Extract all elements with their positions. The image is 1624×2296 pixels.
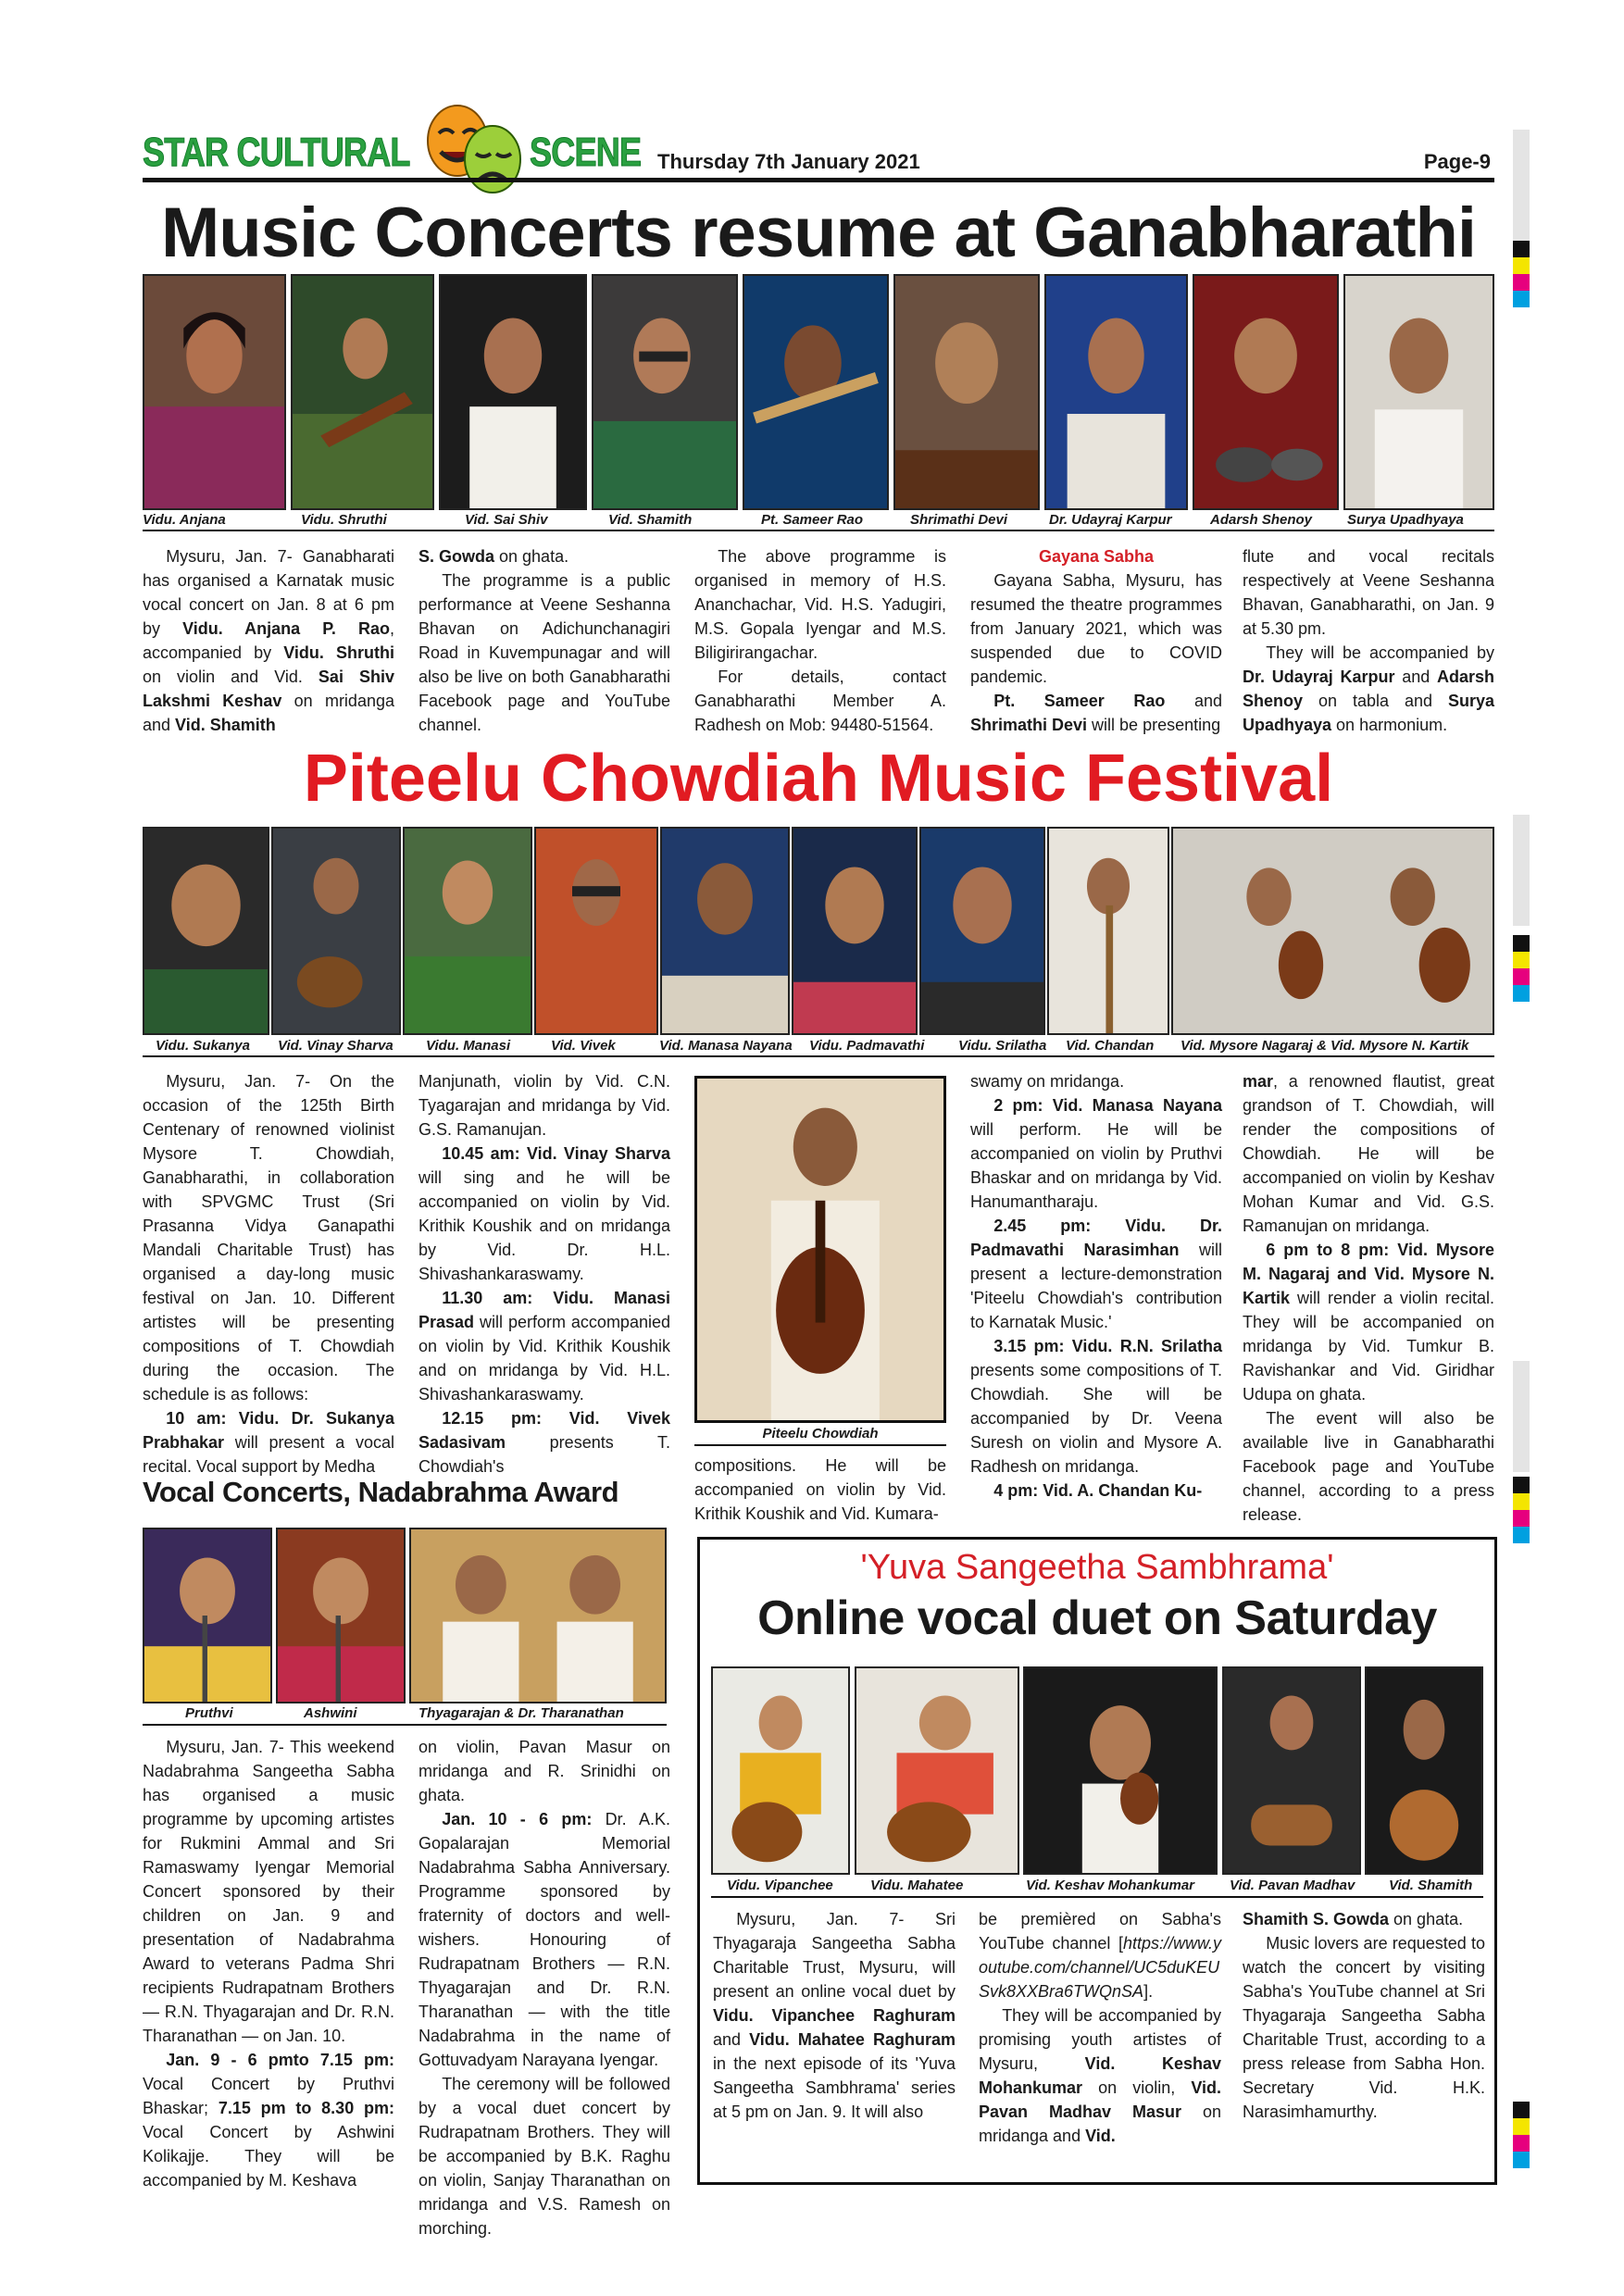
caption: Dr. Udayraj Karpur <box>1049 512 1172 528</box>
caption: Pruthvi <box>185 1705 233 1721</box>
caption: Ashwini <box>304 1705 357 1721</box>
article4-col2: be premièred on Sabha's YouTube channel [https://www.youtube.com/channel/UC5duKEUSvk8XXBra6TWQnSA]. They will be accompanied by promising youth artistes of Mysuru, Vid. Keshav Mohankumar on violin, Vid. Pavan Madhav Masur on mridanga and Vid. <box>979 1910 1222 2145</box>
registration-bar-mid <box>1513 815 1530 926</box>
photo-adarsh-shenoy <box>1193 274 1339 510</box>
article1-col4: Gayana Sabha Gayana Sabha, Mysuru, has resumed the theatre programmes from January 2021, which was suspended due to COVID pandemic. Pt. Sameer Rao and Shrimathi Devi will be presenting <box>970 544 1222 737</box>
headline-music-concerts: Music Concerts resume at Ganabharathi <box>160 193 1477 272</box>
article2-col4: swamy on mridanga. 2 pm: Vid. Manasa Nayana will perform. He will be accompanied on violin by Pruthvi Bhaskar and on mridanga by Vid. Hanumantharaju. 2.45 pm: Vidu. Dr. Padmavathi Narasimhan will present a lecture-demonstration 'Piteelu Chowdiah's contribution to Karnatak Music.' 3.15 pm: Vidu. R.N. Srilatha presents some compositions of T. Chowdiah. She will be accompanied by Dr. Veena Suresh on violin and Mysore A. Radhesh on mridanga. 4 pm: Vid. A. Chandan Ku- <box>970 1072 1222 1500</box>
photo-thyagarajan-tharanathan <box>409 1528 667 1703</box>
caption: Vidu. Anjana <box>143 512 226 528</box>
caption: Vidu. Srilatha <box>958 1038 1047 1054</box>
article3-col1: Mysuru, Jan. 7- This weekend Nadabrahma Sangeetha Sabha has organised a music programme by upcoming artistes for Rukmini Ammal and Sri Ramaswamy Iyengar Memorial Concert sponsored by their children on Jan. 9 and presentation of Nadabrahma Award to veterans Padma Shri recipients Rudrapatnam Brothers — R.N. Thyagarajan and Dr. R.N. Tharanathan — on Jan. 10. Jan. 9 - 6 pmto 7.15 pm: Vocal Concert by Pruthvi Bhaskar; 7.15 pm to 8.30 pm: Vocal Concert by Ashwini Kolikajje. They will be accompanied by M. Keshava <box>143 1738 394 2190</box>
photo-vinay-sharva <box>271 827 401 1035</box>
yuva-sangeetha-title: 'Yuva Sangeetha Sambhrama' <box>860 1548 1334 1587</box>
caption: Vid. Mysore Nagaraj & Vid. Mysore N. Kartik <box>1181 1038 1469 1054</box>
caption-rule-2 <box>143 1055 1494 1057</box>
issue-date: Thursday 7th January 2021 <box>657 150 920 173</box>
caption: Pt. Sameer Rao <box>761 512 864 528</box>
photo-sukanya <box>143 827 269 1035</box>
article3-col2: on violin, Pavan Masur on mridanga and R. Srinidhi on ghata. Jan. 10 - 6 pm: Dr. A.K. Gopalarajan Memorial Nadabrahma Sabha Anniversary. Programme sponsored by fraternity of doctors and well-wishers. Honouring of Rudrapatnam Brothers — R.N. Thyagarajan and Dr. R.N. Tharanathan — with the title Nadabrahma in the name of Gottuvadyam Narayana Iyengar. The ceremony will be followed by a vocal duet concert by Rudrapatnam Brothers. They will be accompanied by B.K. Raghu on violin, Sanjay Tharanathan on mridanga and V.S. Ramesh on morching. <box>418 1738 670 2238</box>
photo-srilatha <box>919 827 1045 1035</box>
article2-col3: compositions. He will be accompanied on violin by Vid. Krithik Koushik and Vid. Kumara- <box>694 1456 946 1523</box>
photo-surya-upadhyaya <box>1343 274 1494 510</box>
caption: Vid. Vivek <box>551 1038 616 1054</box>
article2-col5: mar, a renowned flautist, great grandson of T. Chowdiah, will render the compositions of Chowdiah. He will be accompanied on violin by Keshav Mohan Kumar and Vid. G.S. Ramanujan on mridanga. 6 pm to 8 pm: Vid. Mysore M. Nagaraj and Vid. Mysore N. Kartik will render a violin recital. They will be accompanied on mridanga by Vid. Tumkur B. Ravishankar and Vid. Giridhar Udupa on ghata. The event will also be available live in Ganabharathi Facebook page and YouTube channel, according to a press release. <box>1243 1072 1494 1524</box>
registration-bar-top <box>1513 130 1530 259</box>
caption: Vid. Pavan Madhav <box>1230 1878 1355 1893</box>
registration-bar-lower <box>1513 1361 1530 1472</box>
caption: Shrimathi Devi <box>910 512 1008 528</box>
article1-col5: flute and vocal recitals respectively at Veene Seshanna Bhavan, Ganabharathi, on Jan. 9 at 5.30 pm. They will be accompanied by Dr. Udayraj Karpur and Adarsh Shenoy on tabla and Surya Upadhyaya on harmonium. <box>1243 547 1494 734</box>
photo-anjana <box>143 274 286 510</box>
headline-nadabrahma-award: Vocal Concerts, Nadabrahma Award <box>143 1476 619 1508</box>
caption: Vidu. Mahatee <box>870 1878 964 1893</box>
caption: Vidu. Manasi <box>426 1038 511 1054</box>
photo-sai-shiv <box>439 274 587 510</box>
article4-col1: Mysuru, Jan. 7- Sri Thyagaraja Sangeetha Sabha Charitable Trust, Mysuru, will present an online vocal duet by Vidu. Vipanchee Raghuram and Vidu. Mahatee Raghuram in the next episode of its 'Yuva Sangeetha Sambhrama' series at 5 pm on Jan. 9. It will also <box>713 1910 956 2121</box>
photo-vipanchee <box>711 1666 850 1875</box>
subhead-gayana-sabha: Gayana Sabha <box>1038 547 1155 566</box>
caption: Vid. Keshav Mohankumar <box>1026 1878 1194 1893</box>
caption-rule-portrait <box>694 1444 946 1446</box>
caption-rule-1 <box>143 530 1494 531</box>
caption: Thyagarajan & Dr. Tharanathan <box>418 1705 624 1721</box>
photo-mahatee <box>855 1666 1019 1875</box>
headline-chowdiah-festival: Piteelu Chowdiah Music Festival <box>303 742 1334 816</box>
article2-col2: Manjunath, violin by Vid. C.N. Tyagarajan and mridanga by Vid. G.S. Ramanujan. 10.45 am: Vid. Vinay Sharva will sing and he will be accompanied on violin by Vid. Krithik Koushik and on mridanga by Vid. Dr. H.L. Shivashankaraswamy. 11.30 am: Vidu. Manasi Prasad will perform accompanied on violin by Vid. Krithik Koushik and on mridanga by Vid. H.L. Shivashankaraswamy. 12.15 pm: Vid. Vivek Sadasivam presents T. Chowdiah's <box>418 1072 670 1476</box>
theatre-masks-icon <box>420 102 528 198</box>
caption: Vid. Sai Shiv <box>465 512 548 528</box>
caption: Vidu. Padmavathi <box>809 1038 925 1054</box>
caption-rule-3 <box>143 1724 667 1726</box>
photo-shamith <box>1365 1666 1483 1875</box>
article1-col2: S. Gowda on ghata. The programme is a public performance at Veene Seshanna Bhavan on Adichunchanagiri Road in Kuvempunagar and will also be live on both Ganabharathi Facebook page and YouTube channel. <box>418 547 670 734</box>
registration-marks-top <box>1513 241 1530 307</box>
photo-manasa-nayana <box>660 827 790 1035</box>
photo-sameer-rao <box>743 274 889 510</box>
photo-piteelu-chowdiah <box>694 1076 946 1423</box>
headline-online-vocal-duet: Online vocal duet on Saturday <box>757 1591 1437 1645</box>
photo-pavan-madhav <box>1222 1666 1361 1875</box>
article2-col1: Mysuru, Jan. 7- On the occasion of the 125th Birth Centenary of renowned violinist Mysore T. Chowdiah, Ganabharathi, in collaboration with SPVGMC Trust (Sri Prasanna Vidya Ganapathi Mandali Charitable Trust) has organised a day-long music festival on Jan. 10. Different artistes will be presenting compositions of T. Chowdiah during the occasion. The schedule is as follows: 10 am: Vidu. Dr. Sukanya Prabhakar will present a vocal recital. Vocal support by Medha <box>143 1072 394 1476</box>
photo-mysore-nagaraj-kartik <box>1171 827 1494 1035</box>
photo-shamith <box>592 274 738 510</box>
caption: Vid. Shamith <box>608 512 693 528</box>
caption-piteelu-chowdiah: Piteelu Chowdiah <box>762 1426 879 1441</box>
caption: Vidu. Sukanya <box>156 1038 250 1054</box>
photo-udayraj-karpur <box>1044 274 1188 510</box>
caption-rule-4 <box>711 1896 1483 1898</box>
youtube-channel-link[interactable]: https://www.youtube.com/channel/UC5duKEUSvk8XXBra6TWQnSA <box>979 1934 1221 2001</box>
caption: Surya Upadhyaya <box>1347 512 1464 528</box>
article4-col3: Shamith S. Gowda on ghata. Music lovers are requested to watch the concert by visiting Sabha's YouTube channel at Sri Thyagaraja Sangeetha Sabha Charitable Trust, according to a press release from Sabha Hon. Secretary Vid. H.K. Narasimhamurthy. <box>1243 1910 1485 2121</box>
caption: Vidu. Shruthi <box>301 512 387 528</box>
caption: Vid. Vinay Sharva <box>278 1038 394 1054</box>
registration-marks-lower <box>1513 1477 1530 1543</box>
masthead-title-left: STAR CULTURAL <box>143 130 410 175</box>
photo-manasi <box>403 827 532 1035</box>
masthead-rule <box>143 178 1494 182</box>
photo-shrimathi-devi <box>893 274 1040 510</box>
caption: Vid. Manasa Nayana <box>659 1038 793 1054</box>
photo-padmavathi <box>792 827 918 1035</box>
registration-marks-bottom <box>1513 2102 1530 2168</box>
article1-col1: Mysuru, Jan. 7- Ganabharati has organised a Karnatak music vocal concert on Jan. 8 at 6 pm by Vidu. Anjana P. Rao, accompanied by Vidu. Shruthi on violin and Vid. Sai Shiv Lakshmi Keshav on mridanga and Vid. Shamith <box>143 547 394 734</box>
caption: Vid. Shamith <box>1389 1878 1473 1893</box>
page-number: Page-9 <box>1423 150 1491 173</box>
photo-ashwini <box>276 1528 406 1703</box>
masthead-title-right: SCENE <box>530 130 642 175</box>
article1-col3: The above programme is organised in memory of H.S. Ananchachar, Vid. H.S. Yadugiri, M.S. Gopala Iyengar and M.S. Biligirirangachar. For details, contact Ganabharathi Member A. Radhesh on Mob: 94480-51564. <box>694 547 946 734</box>
caption: Adarsh Shenoy <box>1210 512 1313 528</box>
caption: Vid. Chandan <box>1066 1038 1155 1054</box>
photo-pruthvi <box>143 1528 272 1703</box>
photo-shruthi <box>291 274 434 510</box>
photo-vivek <box>534 827 658 1035</box>
caption: Vidu. Vipanchee <box>727 1878 833 1893</box>
photo-chandan <box>1047 827 1169 1035</box>
photo-keshav-mohankumar <box>1023 1666 1218 1875</box>
registration-marks-mid <box>1513 935 1530 1002</box>
